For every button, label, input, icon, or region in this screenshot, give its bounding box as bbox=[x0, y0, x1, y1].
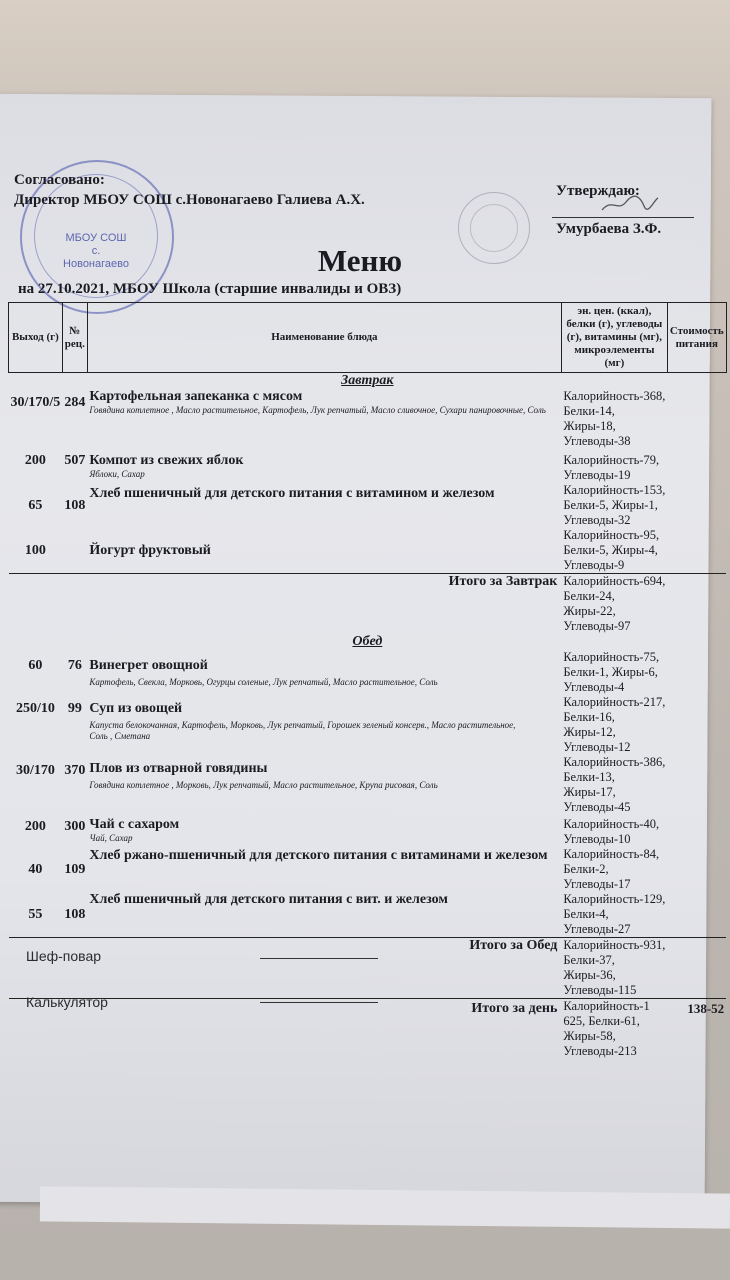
day-total-nutrition: Калорийность-1 625, Белки-61, Жиры-58, Углеводы-213 bbox=[561, 999, 667, 1060]
table-row bbox=[9, 449, 727, 483]
output-cell: 100 bbox=[24, 542, 46, 558]
cost-cell bbox=[667, 449, 726, 483]
dish-ingredients: Говядина котлетное , Масло растительное, Картофель, Лук репчатый, Масло сливочное, Сухари панировочные, Соль bbox=[89, 405, 546, 415]
paper-under-sheet bbox=[40, 1186, 730, 1228]
cost-cell bbox=[667, 847, 726, 892]
cost-cell bbox=[667, 389, 726, 449]
dish-cell bbox=[87, 483, 561, 528]
calculator-label: Калькулятор bbox=[26, 994, 108, 1010]
dish-name: Чай с сахаром bbox=[89, 817, 180, 832]
cost-cell bbox=[667, 483, 726, 528]
table-row bbox=[9, 892, 727, 938]
cost-cell bbox=[667, 892, 726, 938]
total-cost bbox=[667, 938, 726, 999]
dish-cell bbox=[87, 449, 561, 483]
output-cell: 200 bbox=[24, 819, 46, 834]
dish-cell bbox=[87, 650, 561, 695]
cost-cell bbox=[667, 528, 726, 574]
dish-name: Винегрет овощной bbox=[89, 658, 208, 673]
school-stamp-text: МБОУ СОШ с. Новонагаево bbox=[63, 232, 129, 270]
total-label: Итого за Завтрак bbox=[9, 574, 562, 635]
recipe-cell: 108 bbox=[64, 497, 86, 513]
agreement-block bbox=[14, 170, 365, 210]
nutrition-cell: Калорийность-217, Белки-16, Жиры-12, Углеводы-12 bbox=[563, 695, 666, 754]
total-label: Итого за Обед bbox=[9, 938, 562, 999]
nutrition-cell: Калорийность-368, Белки-14, Жиры-18, Углеводы-38 bbox=[563, 389, 666, 448]
lunch-total-row bbox=[9, 938, 727, 999]
output-cell: 30/170 bbox=[15, 763, 55, 778]
table-header-row bbox=[9, 303, 727, 373]
dish-ingredients: Яблоки, Сахар bbox=[89, 469, 145, 479]
nutrition-cell: Калорийность-79, Углеводы-19 bbox=[563, 453, 660, 482]
recipe-cell: 284 bbox=[64, 395, 86, 410]
total-nutrition: Калорийность-694, Белки-24, Жиры-22, Углеводы-97 bbox=[563, 574, 666, 633]
dish-cell bbox=[87, 892, 561, 938]
total-nutrition: Калорийность-931, Белки-37, Жиры-36, Углеводы-115 bbox=[563, 938, 666, 997]
recipe-cell: 99 bbox=[67, 701, 82, 716]
approval-block bbox=[556, 181, 640, 201]
nutrition-cell: Калорийность-129, Белки-4, Углеводы-27 bbox=[563, 892, 666, 936]
output-cell: 40 bbox=[28, 861, 43, 877]
output-cell: 55 bbox=[28, 906, 43, 922]
nutrition-cell: Калорийность-153, Белки-5, Жиры-1, Углеводы-32 bbox=[563, 483, 666, 527]
table-row bbox=[9, 389, 727, 449]
dish-name: Плов из отварной говядины bbox=[89, 761, 268, 776]
recipe-cell: 370 bbox=[64, 763, 86, 778]
dish-name: Йогурт фруктовый bbox=[89, 542, 211, 558]
dish-cell bbox=[87, 847, 561, 892]
nutrition-cell: Калорийность-84, Белки-2, Углеводы-17 bbox=[563, 847, 660, 891]
chef-signature-line bbox=[260, 958, 378, 959]
header-cost: Стоимость питания bbox=[667, 303, 726, 373]
dish-name: Суп из овощей bbox=[89, 701, 183, 716]
dish-name: Хлеб пшеничный для детского питания с витамином и железом bbox=[89, 486, 495, 501]
page-title: Меню bbox=[317, 243, 403, 278]
recipe-cell bbox=[62, 528, 87, 574]
output-cell: 30/170/5 bbox=[10, 395, 61, 410]
approve-label: Утверждаю: bbox=[556, 183, 640, 199]
output-cell: 250/10 bbox=[15, 701, 55, 716]
nutrition-cell: Калорийность-386, Белки-13, Жиры-17, Углеводы-45 bbox=[563, 755, 666, 814]
total-cost bbox=[667, 574, 726, 635]
menu-table bbox=[8, 302, 727, 1059]
section-label: Обед bbox=[352, 634, 383, 649]
recipe-cell: 108 bbox=[64, 906, 86, 922]
day-total-label: Итого за день bbox=[9, 999, 562, 1060]
nutrition-cell: Калорийность-40, Углеводы-10 bbox=[563, 817, 660, 846]
section-label: Завтрак bbox=[341, 373, 394, 388]
recipe-cell: 300 bbox=[64, 819, 86, 834]
calculator-signature-line bbox=[260, 1002, 378, 1003]
recipe-cell: 507 bbox=[64, 453, 86, 468]
dish-name: Хлеб ржано-пшеничный для детского питания с витаминами и железом bbox=[89, 848, 548, 863]
section-breakfast bbox=[9, 373, 727, 390]
agreed-label: Согласовано: bbox=[14, 172, 105, 188]
cost-cell bbox=[667, 695, 726, 755]
signature-line bbox=[552, 217, 694, 218]
day-total-row bbox=[9, 999, 727, 1060]
page-subtitle: на 27.10.2021, МБОУ Школа (старшие инвалиды и ОВЗ) bbox=[18, 281, 402, 297]
output-cell: 60 bbox=[28, 658, 43, 673]
dish-cell bbox=[87, 528, 561, 574]
day-total-cost: 138-52 bbox=[667, 999, 726, 1060]
table-row bbox=[9, 755, 727, 815]
breakfast-total-row bbox=[9, 574, 727, 635]
table-row bbox=[9, 815, 727, 847]
dish-name: Компот из свежих яблок bbox=[89, 453, 244, 468]
table-row bbox=[9, 483, 727, 528]
header-output: Выход (г) bbox=[9, 303, 63, 373]
dish-ingredients: Картофель, Свекла, Морковь, Огурцы соленые, Лук репчатый, Масло растительное, Соль bbox=[89, 677, 438, 687]
table-row bbox=[9, 695, 727, 755]
dish-ingredients: Говядина котлетное , Морковь, Лук репчатый, Масло растительное, Крупа рисовая, Соль bbox=[89, 780, 438, 790]
header-name: Наименование блюда bbox=[87, 303, 561, 373]
dish-cell bbox=[87, 815, 561, 847]
dish-cell bbox=[87, 755, 561, 815]
header-recipe: № рец. bbox=[62, 303, 87, 373]
approver-name: Умурбаева З.Ф. bbox=[556, 221, 662, 237]
dish-name: Картофельная запеканка с мясом bbox=[89, 389, 303, 404]
recipe-cell: 76 bbox=[67, 658, 82, 673]
dish-cell bbox=[87, 389, 561, 449]
nutrition-cell: Калорийность-75, Белки-1, Жиры-6, Углеводы-4 bbox=[563, 650, 660, 694]
recipe-cell: 109 bbox=[64, 861, 86, 877]
table-row bbox=[9, 528, 727, 574]
dish-ingredients: Чай, Сахар bbox=[89, 833, 133, 843]
nutrition-cell: Калорийность-95, Белки-5, Жиры-4, Углеводы-9 bbox=[563, 528, 660, 572]
dish-name: Хлеб пшеничный для детского питания с вит. и железом bbox=[89, 892, 448, 907]
cost-cell bbox=[667, 650, 726, 695]
table-row bbox=[9, 847, 727, 892]
header-nutrition: эн. цен. (ккал), белки (г), углеводы (г), витамины (мг), микроэлементы (мг) bbox=[561, 303, 667, 373]
output-cell: 200 bbox=[24, 453, 46, 468]
director-line: Директор МБОУ СОШ с.Новонагаево Галиева А.Х. bbox=[14, 192, 365, 208]
dish-ingredients: Капуста белокочанная, Картофель, Морковь, Лук репчатый, Горошек зеленый консерв., Масло растительное, Соль , Сметана bbox=[89, 720, 516, 741]
section-lunch bbox=[9, 634, 727, 650]
cost-cell bbox=[667, 755, 726, 815]
chef-label: Шеф-повар bbox=[26, 948, 102, 964]
table-row bbox=[9, 650, 727, 695]
output-cell: 65 bbox=[28, 497, 43, 513]
cost-cell bbox=[667, 815, 726, 847]
dish-cell bbox=[87, 695, 561, 755]
